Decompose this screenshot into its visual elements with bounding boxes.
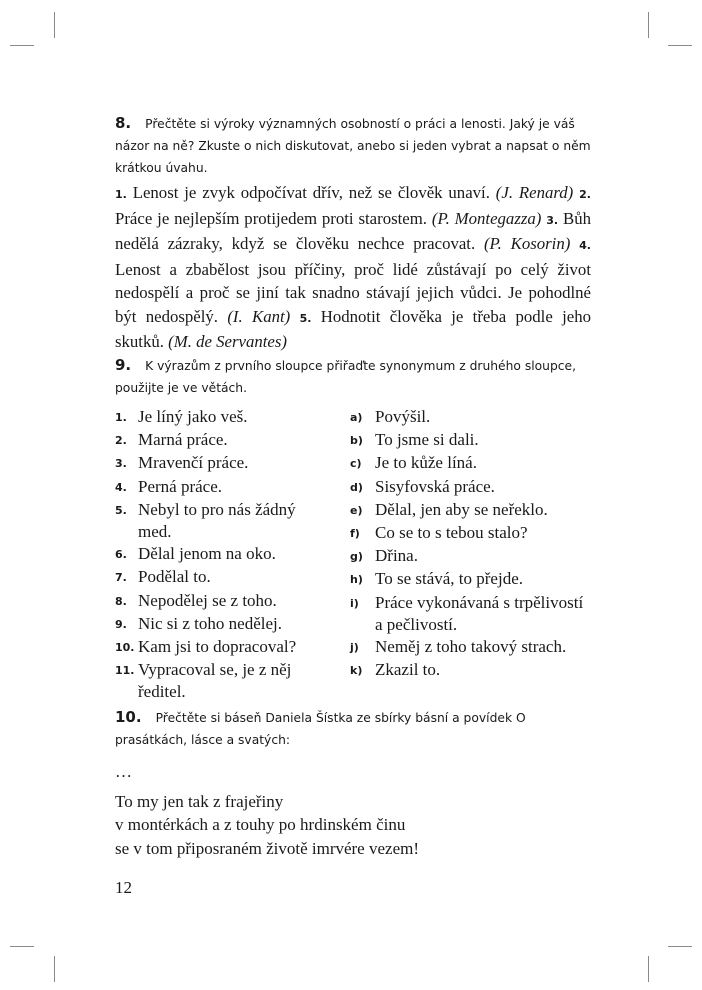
exercise-8-instruction xyxy=(115,112,591,179)
item-text: Dřina. xyxy=(375,546,418,566)
item-label: k) xyxy=(350,664,363,678)
page-number: 12 xyxy=(115,878,132,897)
list-item xyxy=(115,659,328,703)
crop-mark xyxy=(54,12,55,38)
list-item xyxy=(350,592,590,636)
quote-text: Lenost a zbabělost jsou příčiny, proč lidé zůstávají po celý život nedospělí a proč se jiní tak snadno stávají jejich vůdci. Je pohodlné být nedospělý. xyxy=(115,259,591,326)
item-label: 9. xyxy=(115,617,127,631)
list-item xyxy=(115,406,328,429)
item-text: Perná práce. xyxy=(138,476,223,496)
exercise-number: 9. xyxy=(115,356,132,374)
list-item xyxy=(115,590,328,613)
quote-number: 4. xyxy=(579,239,591,252)
item-label: 7. xyxy=(115,571,127,585)
list-item xyxy=(115,452,328,475)
crop-mark xyxy=(648,12,649,38)
item-label: b) xyxy=(350,434,363,448)
list-item xyxy=(350,406,590,429)
item-label: e) xyxy=(350,503,363,517)
item-text: Nebyl to pro nás žádný med. xyxy=(138,499,296,542)
item-text: Povýšil. xyxy=(375,407,431,426)
list-item xyxy=(350,522,590,545)
exercise-number: 10. xyxy=(115,708,142,726)
poem xyxy=(115,760,419,860)
list-item xyxy=(115,429,328,452)
item-label: 11. xyxy=(115,664,135,678)
poem-line: To my jen tak z frajeřiny xyxy=(115,791,284,811)
item-label: 6. xyxy=(115,548,127,562)
quote-text: Lenost je zvyk odpočívat dřív, než se člověk unaví. xyxy=(132,183,490,202)
item-text: Sisyfovská práce. xyxy=(375,476,495,496)
list-item xyxy=(350,499,590,522)
list-item xyxy=(115,566,328,589)
instruction-text: Přečtěte si báseň Daniela Šístka ze sbírky básní a povídek O prasátkách, lásce a svatých: xyxy=(115,711,526,747)
quote-number: 1. xyxy=(115,188,127,201)
item-text: Podělal to. xyxy=(138,567,211,587)
item-text: Co se to s tebou stalo? xyxy=(375,523,528,543)
poem-ellipsis: … xyxy=(115,762,132,781)
item-label: j) xyxy=(350,641,359,655)
item-label: 1. xyxy=(115,411,127,424)
item-label: 3. xyxy=(115,457,127,471)
item-text: Vypracoval se, je z něj ředitel. xyxy=(138,660,292,702)
item-label: 8. xyxy=(115,594,127,608)
quote-text: Práce je nejlepším protijedem proti starostem. xyxy=(115,208,427,228)
poem-line: se v tom připosraném životě imrvére vezem! xyxy=(115,838,419,858)
instruction-text: K výrazům z prvního sloupce přiřaďte synonymum z druhého sloupce, použijte je ve větách. xyxy=(115,359,576,395)
item-label: 4. xyxy=(115,480,127,494)
item-label: 2. xyxy=(115,434,127,448)
poem-line: v montérkách a z touhy po hrdinském činu xyxy=(115,815,406,834)
quote-author: (J. Renard) xyxy=(495,183,574,202)
instruction-text: Přečtěte si výroky významných osobností o práci a lenosti. Jaký je váš názor na ně? Zkuste o nich diskutovat, anebo si jeden vybrat a napsat o něm krátkou úvahu. xyxy=(115,117,591,175)
list-item xyxy=(350,568,590,591)
item-label: a) xyxy=(350,411,363,424)
crop-mark xyxy=(54,956,55,982)
item-text: Je líný jako veš. xyxy=(138,407,248,426)
item-text: Práce vykonávaná s trpělivostí a pečlivostí. xyxy=(375,592,584,634)
list-item xyxy=(350,545,590,568)
quote-number: 5. xyxy=(299,311,312,325)
item-text: Nic si z toho nedělej. xyxy=(138,613,282,633)
crop-mark xyxy=(668,946,692,947)
left-column xyxy=(115,406,328,704)
list-item xyxy=(115,613,328,636)
crop-mark xyxy=(10,45,34,46)
item-label: d) xyxy=(350,480,363,494)
quote-author: (M. de Servantes) xyxy=(168,332,287,351)
item-label: 5. xyxy=(115,503,127,517)
item-text: Je to kůže líná. xyxy=(375,453,477,473)
quotes-paragraph xyxy=(115,181,591,354)
quote-author: (I. Kant) xyxy=(227,306,291,326)
item-text: Zkazil to. xyxy=(375,660,441,680)
exercise-9-instruction xyxy=(115,354,591,399)
list-item xyxy=(350,476,590,499)
item-label: g) xyxy=(350,550,363,564)
item-label: i) xyxy=(350,596,359,610)
right-column xyxy=(350,406,590,682)
quote-author: (P. Montegazza) xyxy=(431,208,542,228)
item-text: Mravenčí práce. xyxy=(138,453,249,473)
list-item xyxy=(350,452,590,475)
list-item xyxy=(115,636,328,659)
item-text: Nepodělej se z toho. xyxy=(138,590,277,610)
item-label: 10. xyxy=(115,641,135,655)
item-label: c) xyxy=(350,457,362,471)
list-item xyxy=(115,543,328,566)
crop-mark xyxy=(648,956,649,982)
crop-mark xyxy=(10,946,34,947)
list-item xyxy=(350,659,590,682)
item-text: To jsme si dali. xyxy=(375,430,479,450)
list-item xyxy=(350,636,590,659)
item-text: Dělal, jen aby se neřeklo. xyxy=(375,499,548,519)
item-text: Marná práce. xyxy=(138,430,228,450)
item-text: Kam jsi to dopracoval? xyxy=(138,637,297,657)
list-item xyxy=(115,499,328,543)
item-label: h) xyxy=(350,573,363,587)
list-item xyxy=(350,429,590,452)
quote-text: Hodnotit člověka je třeba podle jeho skutků. xyxy=(115,306,591,351)
item-text: Dělal jenom na oko. xyxy=(138,544,276,564)
item-text: Neměj z toho takový strach. xyxy=(375,637,567,657)
quote-number: 3. xyxy=(546,213,559,227)
quote-number: 2. xyxy=(579,188,591,201)
crop-mark xyxy=(668,45,692,46)
item-text: To se stává, to přejde. xyxy=(375,569,523,589)
item-label: f) xyxy=(350,527,360,541)
exercise-number: 8. xyxy=(115,114,132,132)
quote-text: Bůh nedělá zázraky, když se člověku nechce pracovat. xyxy=(115,208,592,253)
quote-author: (P. Kosorin) xyxy=(483,234,571,253)
list-item xyxy=(115,476,328,499)
exercise-10-instruction xyxy=(115,706,591,751)
